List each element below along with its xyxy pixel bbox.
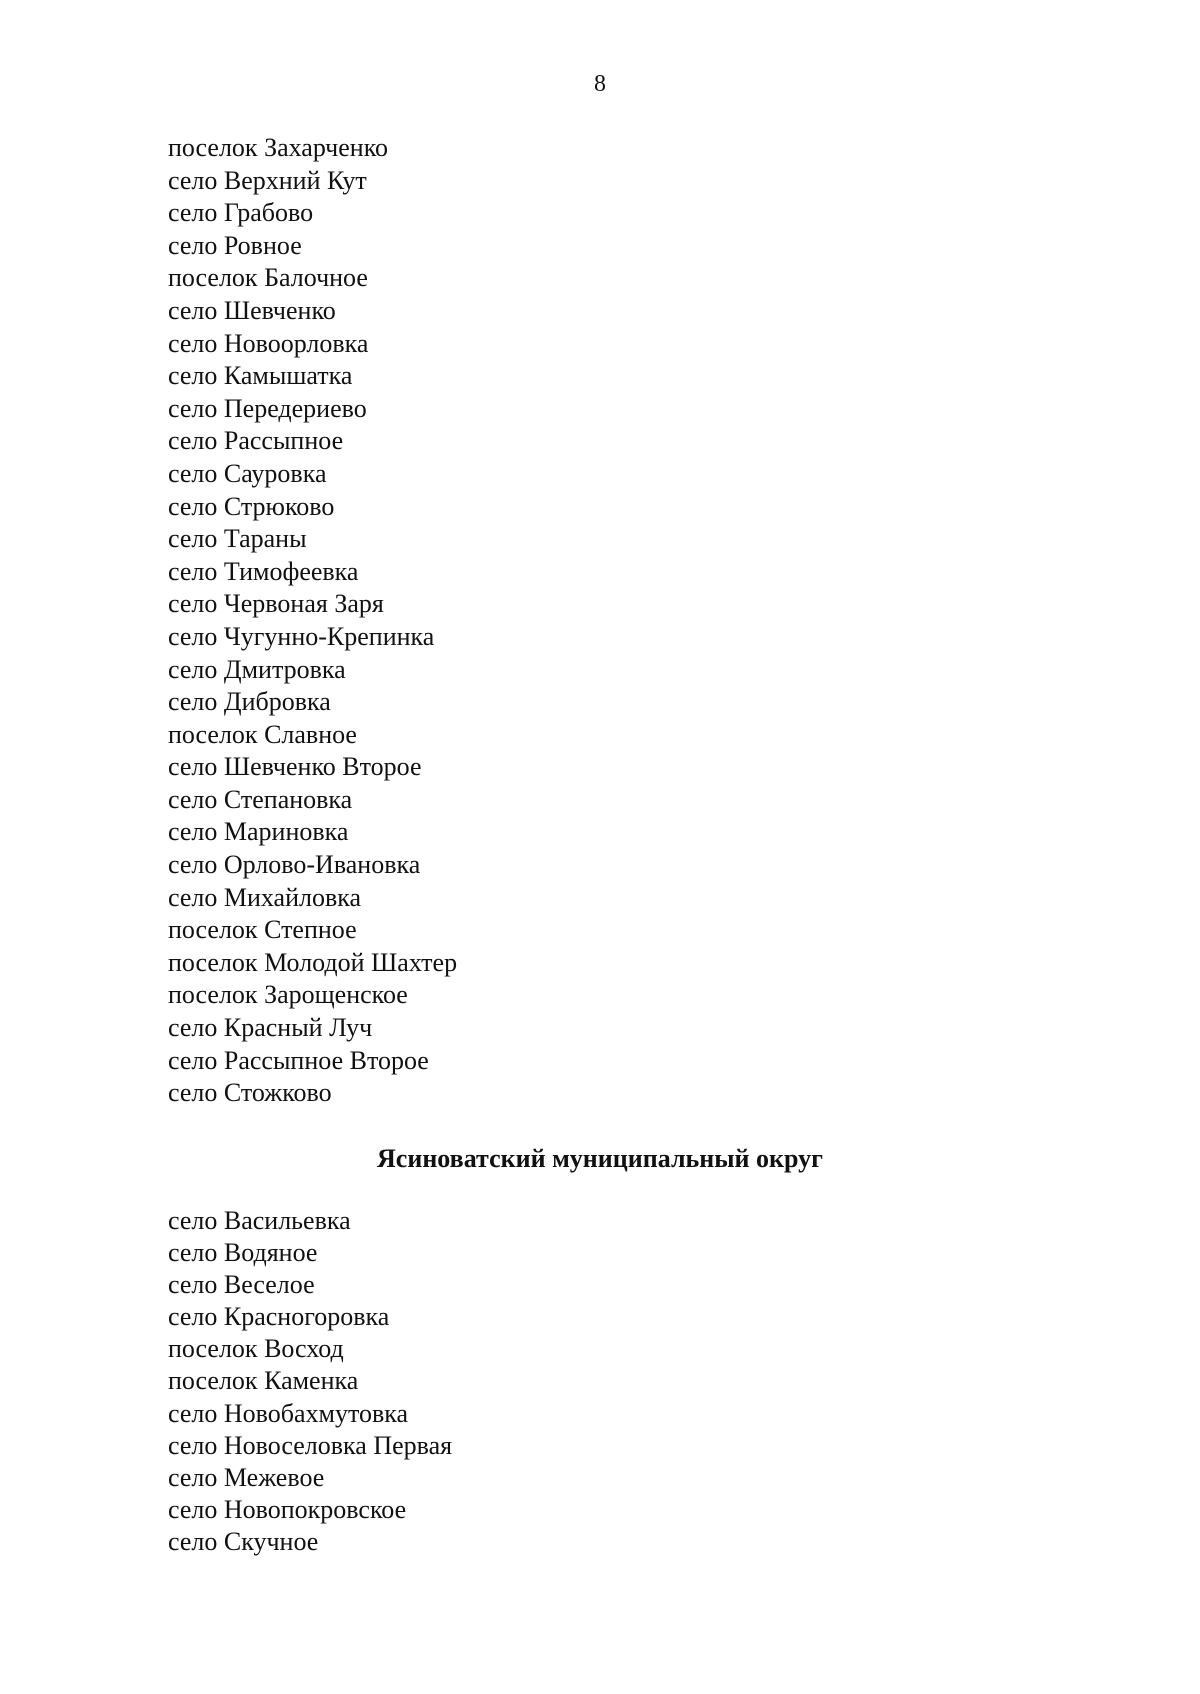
list-item: село Новобахмутовка (168, 1398, 409, 1428)
list-item: село Межевое (168, 1462, 325, 1492)
list-item: село Михайловка (168, 882, 362, 912)
list-item: село Сауровка (168, 458, 327, 488)
list-item: село Рассыпное (168, 426, 344, 456)
list-item: село Веселое (168, 1270, 315, 1300)
list-item: село Ровное (168, 230, 302, 260)
list-item: село Стрюково (168, 491, 335, 521)
list-item: село Тимофеевка (168, 556, 359, 586)
list-item: село Верхний Кут (168, 165, 367, 195)
list-item: село Скучное (168, 1526, 319, 1556)
list-item: село Красный Луч (168, 1013, 373, 1043)
list-item: село Грабово (168, 198, 314, 228)
list-item: село Орлово-Ивановка (168, 850, 421, 880)
list-item: поселок Молодой Шахтер (168, 947, 458, 977)
list-item: село Новоселовка Первая (168, 1430, 453, 1460)
list-item: поселок Каменка (168, 1366, 359, 1396)
list-item: поселок Захарченко (168, 133, 389, 162)
list-item: село Шевченко (168, 295, 336, 325)
list-item: село Чугунно-Крепинка (168, 621, 435, 651)
list-item: село Камышатка (168, 361, 353, 391)
list-item: село Шевченко Второе (168, 752, 422, 782)
list-item: село Красногоровка (168, 1302, 390, 1332)
list-item: село Червоная Заря (168, 589, 384, 619)
list-item: село Новопокровское (168, 1494, 407, 1524)
list-item: село Степановка (168, 784, 353, 814)
list-item: село Васильевка (168, 1206, 351, 1235)
page-number: 8 (594, 71, 606, 97)
settlement-list-2 (168, 1205, 452, 1558)
list-item: поселок Восход (168, 1334, 344, 1364)
list-item: село Водяное (168, 1238, 318, 1268)
list-item: село Новоорловка (168, 328, 369, 358)
list-item: село Мариновка (168, 817, 349, 847)
settlement-list-1 (168, 132, 457, 1110)
list-item: село Дибровка (168, 687, 331, 717)
list-item: село Дмитровка (168, 654, 346, 684)
list-item: село Тараны (168, 524, 307, 554)
list-item: поселок Степное (168, 915, 357, 945)
list-item: поселок Зарощенское (168, 980, 408, 1010)
list-item: село Стожково (168, 1078, 332, 1108)
list-item: поселок Славное (168, 719, 357, 749)
list-item: село Рассыпное Второе (168, 1045, 429, 1075)
list-item: село Передериево (168, 393, 367, 423)
list-item: поселок Балочное (168, 263, 368, 293)
section-heading: Ясиноватский муниципальный округ (377, 1144, 823, 1173)
